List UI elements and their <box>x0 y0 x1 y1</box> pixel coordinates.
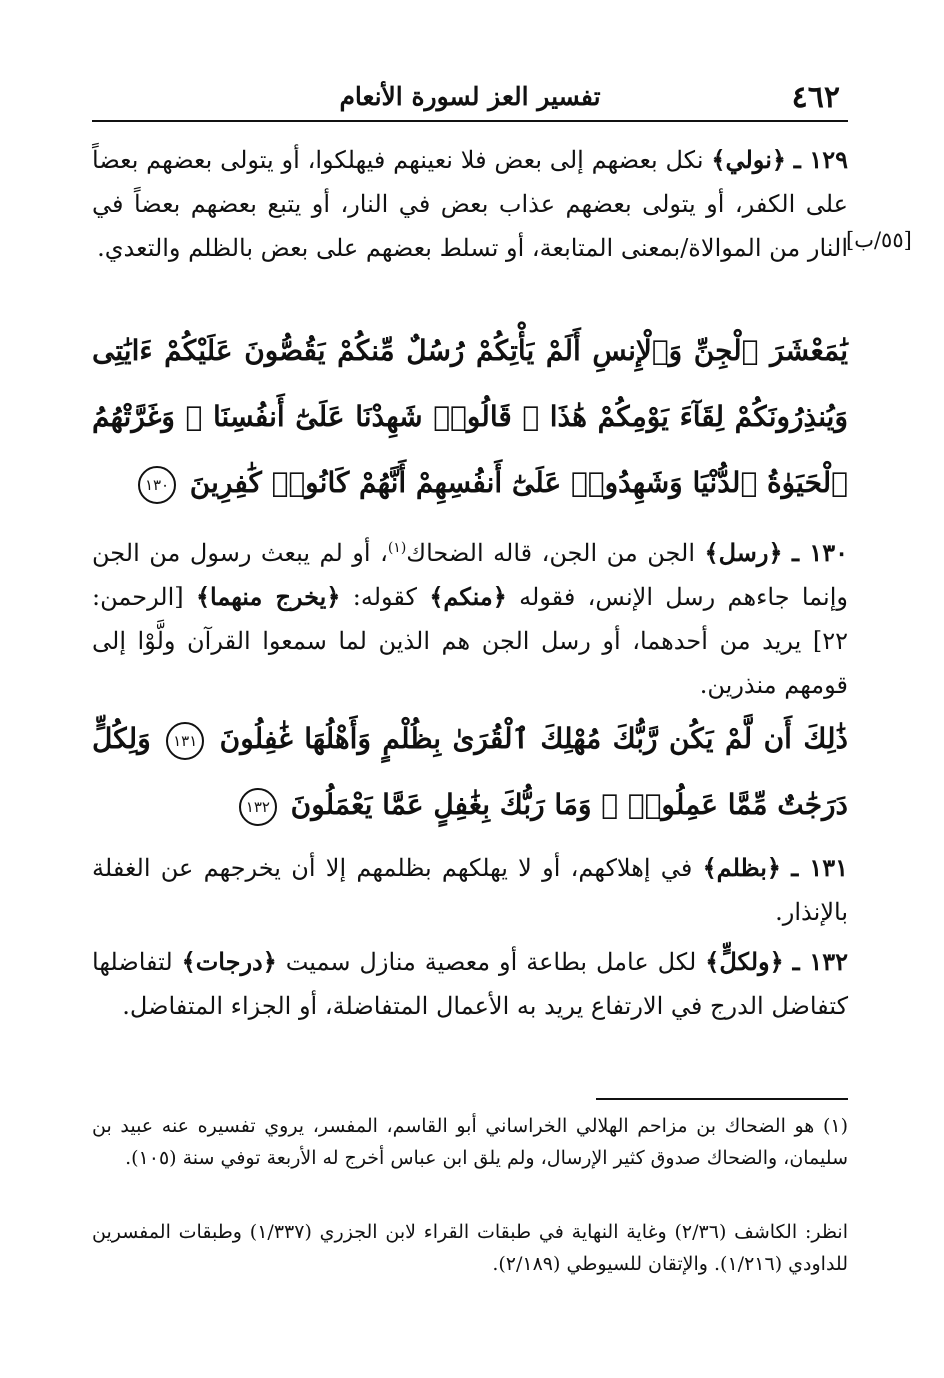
quranic-keyword: ﴿رسل﴾ <box>704 538 783 567</box>
manuscript-folio-marker: [٥٥/ب] <box>846 228 912 252</box>
footnote-sources: انظر: الكاشف (٢/٣٦) وغاية النهاية في طبقات القراء لابن الجزري (١/٣٣٧) وطبقات المفسرين للداودي (١/٢١٦). والإتقان للسيوطي (٢/١٨٩). <box>92 1221 848 1275</box>
commentary-text: لكل عامل بطاعة أو معصية منازل سميت <box>285 948 697 976</box>
commentary-130 <box>92 526 848 707</box>
commentary-text: لتفاضلها كتفاضل الدرج في الارتفاع يريد به الأعمال المتفاضلة، أو الجزاء المتفاضل. <box>92 948 848 1020</box>
footnote-references <box>92 1216 848 1280</box>
running-title: تفسير العز لسورة الأنعام <box>339 82 601 111</box>
quran-verses-131-132 <box>92 706 848 838</box>
commentary-text: كقوله: <box>352 583 417 611</box>
quranic-keyword: ﴿ولكلٍّ﴾ <box>705 947 784 976</box>
page-number: ٤٦٢ <box>791 80 840 115</box>
ayah-number-marker: ١٣١ <box>166 722 204 760</box>
commentary-129 <box>92 138 848 270</box>
commentary-text: ، أو لم يبعث رسول من الجن وإنما جاءهم رسل الإنس، فقوله <box>92 539 848 611</box>
page-header <box>92 70 848 122</box>
quranic-keyword: ﴿منكم﴾ <box>429 582 507 611</box>
commentary-text: [الرحمن: ٢٢] يريد من أحدهما، أو رسل الجن هم الذين لما سمعوا القرآن ولَّوْا إلى قومهم منذرين. <box>92 583 848 699</box>
verse-text: وَلِكُلٍّ دَرَجَٰتٌ مِّمَّا عَمِلُوا۟ ۚ وَمَا رَبُّكَ بِغَٰفِلٍ عَمَّا يَعْمَلُونَ <box>92 722 848 821</box>
quran-verse-130 <box>92 318 848 516</box>
verse-text: ذَٰلِكَ أَن لَّمْ يَكُن رَّبُّكَ مُهْلِكَ ٱلْقُرَىٰ بِظُلْمٍ وَأَهْلُهَا غَٰفِلُونَ <box>219 722 849 755</box>
quranic-keyword: ﴿بظلم﴾ <box>702 853 781 882</box>
entry-number: ١٣١ ـ <box>791 853 848 882</box>
commentary-132 <box>92 940 848 1028</box>
footnote-text: هو الضحاك بن مزاحم الهلالي الخراساني أبو القاسم، المفسر، يروي تفسيره عنه عبيد بن سليمان، والضحاك صدوق كثير الإرسال، ولم يلق ابن عباس أخرج له الأربعة توفي سنة (١٠٥). <box>92 1115 848 1169</box>
footnote-reference[interactable]: (١) <box>387 540 407 556</box>
entry-number: ١٢٩ ـ <box>793 145 848 174</box>
commentary-131 <box>92 846 848 934</box>
entry-number: ١٣٠ ـ <box>792 538 848 567</box>
quranic-keyword: ﴿درجات﴾ <box>181 947 277 976</box>
footnote-number: (١) <box>822 1115 848 1137</box>
ayah-number-marker: ١٣٢ <box>239 788 277 826</box>
commentary-text: في إهلاكهم، أو لا يهلكهم بظلمهم إلا أن يخرجهم عن الغفلة بالإنذار. <box>92 854 848 926</box>
entry-number: ١٣٢ ـ <box>792 947 848 976</box>
footnote-separator <box>596 1098 848 1100</box>
commentary-text: نكل بعضهم إلى بعض فلا نعينهم فيهلكوا، أو يتولى بعضهم بعضاً على الكفر، أو يتولى بعضهم عذاب بعض في النار، أو يتبع بعضهم بعضاً في النار من الموالاة/بمعنى المتابعة، أو تسلط بعضهم على بعض بالظلم والتعدي. <box>92 146 848 262</box>
header-rule <box>92 120 848 122</box>
verse-text: يَٰمَعْشَرَ ٱلْجِنِّ وَٱلْإِنسِ أَلَمْ يَأْتِكُمْ رُسُلٌ مِّنكُمْ يَقُصُّونَ عَلَيْكُمْ ءَايَٰتِى وَيُنذِرُونَكُمْ لِقَآءَ يَوْمِكُمْ هَٰذَا ۚ قَالُوا۟ شَهِدْنَا عَلَىٰٓ أَنفُسِنَا ۖ وَغَرَّتْهُمُ ٱلْحَيَوٰةُ ٱلدُّنْيَا وَشَهِدُوا۟ عَلَىٰٓ أَنفُسِهِمْ أَنَّهُمْ كَانُوا۟ كَٰفِرِينَ <box>92 334 848 499</box>
quranic-keyword: ﴿يخرج منهما﴾ <box>195 582 341 611</box>
footnote-1 <box>92 1110 848 1174</box>
ayah-number-marker: ١٣٠ <box>138 466 176 504</box>
commentary-text: الجن من الجن، قاله الضحاك <box>406 539 696 567</box>
quranic-keyword: ﴿نولي﴾ <box>711 145 786 174</box>
